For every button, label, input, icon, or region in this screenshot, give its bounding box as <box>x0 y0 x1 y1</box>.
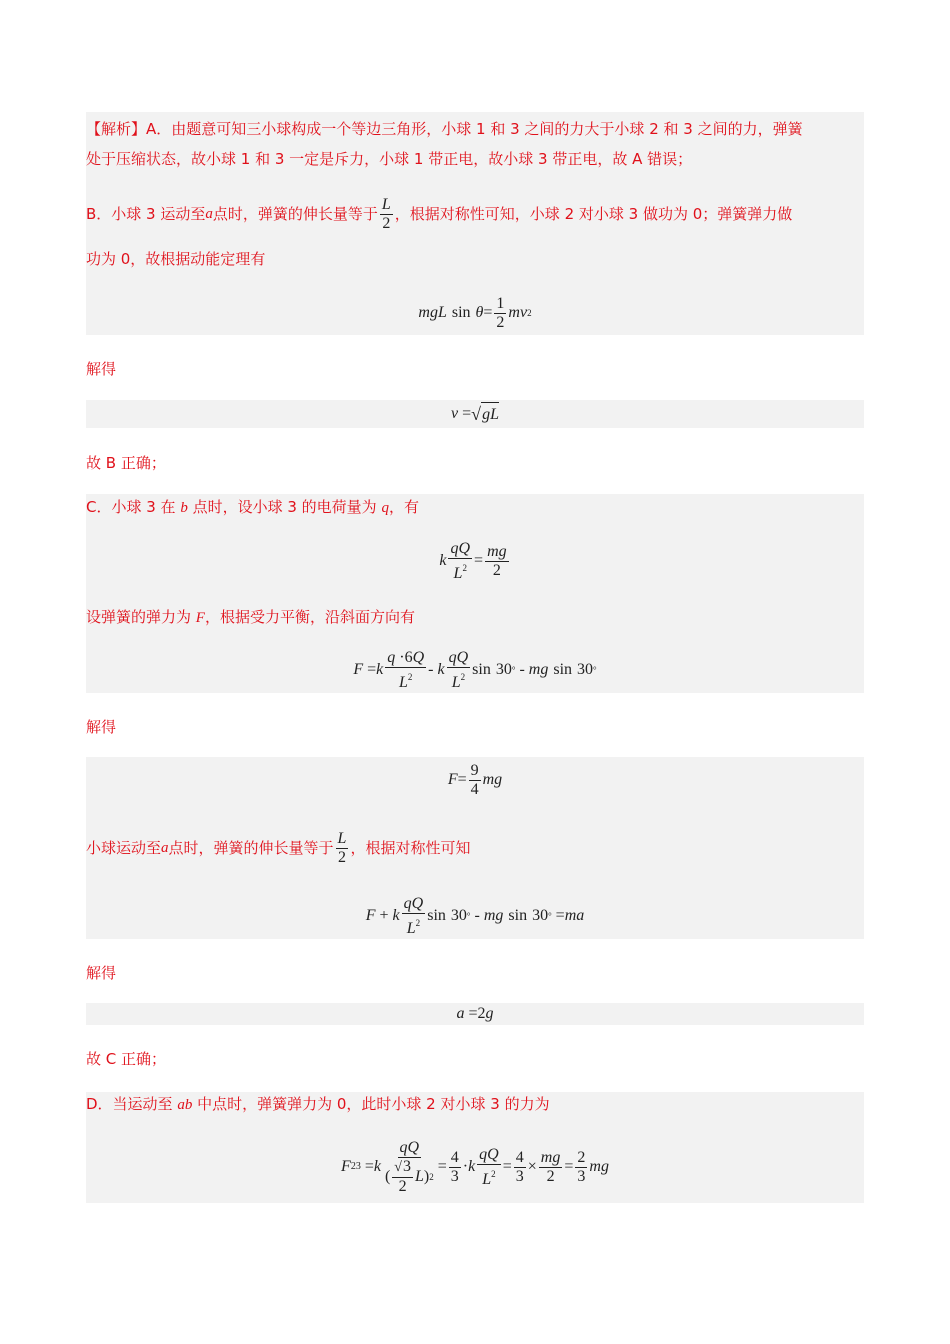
equation-v: v = √ gL <box>86 400 864 428</box>
equation-coulomb: k $\frac{qQ}{L^2}$ = $\frac{mg}{2}$ <box>439 539 507 582</box>
jiede-label-3: 解得 <box>86 964 117 982</box>
fraction-L-over-2-c: $\frac{L}{2}$ <box>337 829 347 866</box>
analysis-d-line1: D．当运动至 ab 中点时，弹簧弹力为 0，此时小球 2 对小球 3 的力为 <box>86 1095 550 1113</box>
analysis-b-line1: B．小球 3 运动至 a 点时，弹簧的伸长量等于 $\frac{L}{2}$ ，根据对称性可知，小球 2 对小球 3 做功为 0；弹簧弹力做 <box>86 195 793 232</box>
jiede-label-1: 解得 <box>86 360 117 378</box>
analysis-b-line2: 功为 0，故根据动能定理有 <box>86 250 266 268</box>
equation-energy: mgL sin θ = $\frac{1}{2}$ mv 2 <box>418 294 532 331</box>
conclusion-c: 故 C 正确； <box>86 1050 167 1068</box>
equation-F-result: F = $\frac{9}{4}$ mg <box>447 761 503 798</box>
analysis-a <box>86 112 864 180</box>
analysis-c-line2: 设弹簧的弹力为 F，根据受力平衡，沿斜面方向有 <box>86 608 415 626</box>
jiede-label-2: 解得 <box>86 718 117 736</box>
analysis-c-line3: 小球运动至 a 点时，弹簧的伸长量等于 $\frac{L}{2}$ ，根据对称性可知 <box>86 829 471 866</box>
equation-newton: F + k $\frac{qQ}{L^2}$ sin 30 ° - mg sin 30 ° = ma <box>365 894 585 937</box>
equation-force-balance: F = k $\frac{q \cdot 6Q}{L^2}$ - k $\frac{qQ}{L^2}$ sin 30 ° - mg sin 30 ° <box>353 648 597 691</box>
conclusion-b: 故 B 正确； <box>86 454 166 472</box>
analysis-a-line1: 【解析】A．由题意可知三小球构成一个等边三角形，小球 1 和 3 之间的力大于小球 2 和 3 之间的力，弹簧 <box>86 120 803 138</box>
analysis-c-line1: C．小球 3 在 b 点时，设小球 3 的电荷量为 q，有 <box>86 498 419 516</box>
fraction-L-over-2: $\frac{L}{2}$ <box>381 195 391 232</box>
analysis-a-line2: 处于压缩状态，故小球 1 和 3 一定是斥力，小球 1 带正电，故小球 3 带正电，故 A 错误； <box>86 150 693 168</box>
equation-a-result: a =2 g <box>86 1003 864 1025</box>
equation-F23: F 23 = k qQ ( $\frac{√3}{2}$ L ) 2 = $\frac{4}{3}$ · k $\frac{qQ}{L^2}$ = $\frac{4}{3}$ × $\frac{mg}{2}$ = $\frac{2}{3}$ mg <box>341 1138 609 1195</box>
